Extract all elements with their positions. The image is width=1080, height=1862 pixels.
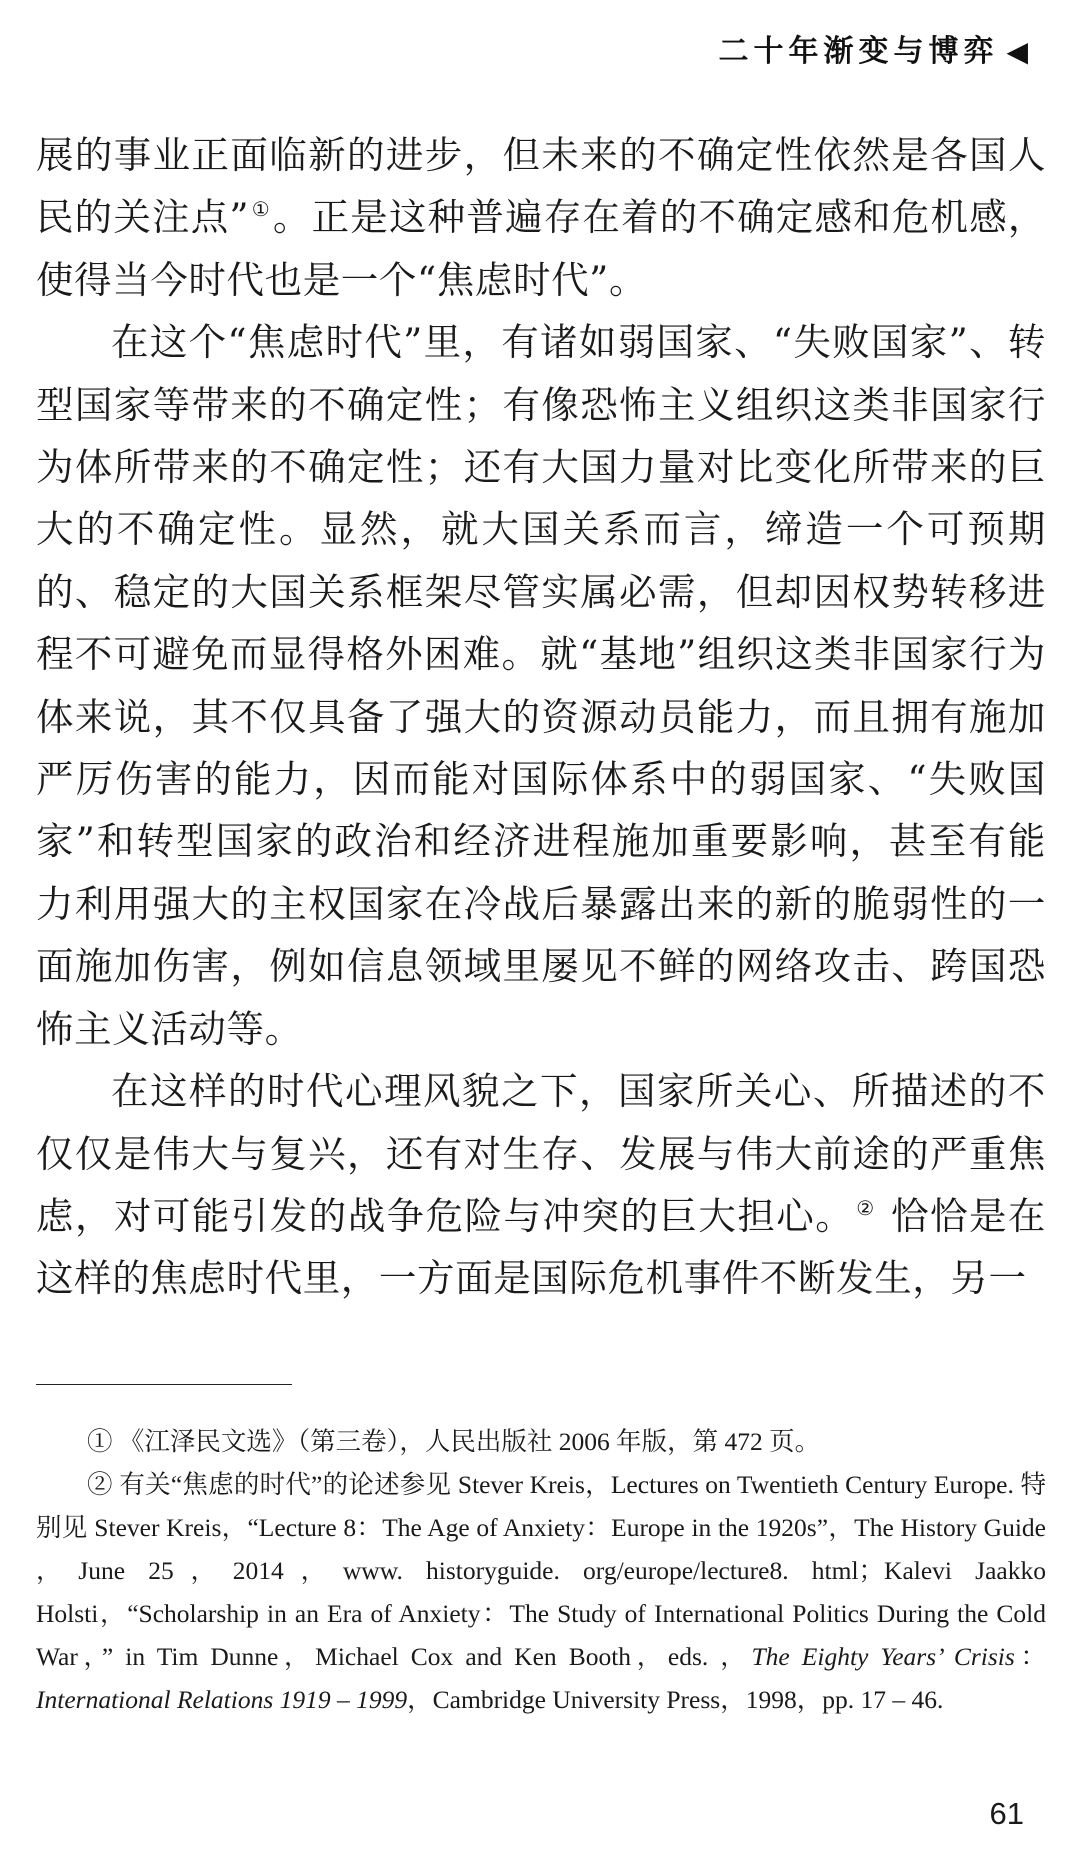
footnote-ref-1[interactable]: ① (251, 197, 271, 222)
running-head (718, 26, 1028, 70)
paragraph-3-text-b: 恰恰是在这样的焦虑时代里，一方面是国际危机事件不断发生，另一 (36, 1193, 1047, 1301)
paragraph-3 (36, 1060, 1046, 1310)
left-triangle-icon: ◀ (1006, 35, 1028, 68)
paragraph-1-text-b: 。正是这种普遍存在着的不确定感和危机感，使得当今时代也是一个“焦虑时代”。 (36, 195, 1047, 302)
footnote-2-book-title: The Eighty Years’ Crisis (751, 1642, 1015, 1671)
footnote-2-colon: ： (1014, 1642, 1046, 1671)
footnote-2-text-b: ，Cambridge University Press，1998，pp. 17 – 46. (407, 1685, 944, 1714)
footnote-2 (36, 1463, 1046, 1721)
paragraph-2: 在这个“焦虑时代”里，有诸如弱国家、“失败国家”、转型国家等带来的不确定性；有像恐怖主义组织这类非国家行为体所带来的不确定性；还有大国力量对比变化所带来的巨大的不确定性。显然，就大国关系而言，缔造一个可预期的、稳定的大国关系框架尽管实属必需，但却因权势转移进程不可避免而显得格外困难。就“基地”组织这类非国家行为体来说，其不仅具备了强大的资源动员能力，而且拥有施加严厉伤害的能力，因而能对国际体系中的弱国家、“失败国家”和转型国家的政治和经济进程施加重要影响，甚至有能力利用强大的主权国家在冷战后暴露出来的新的脆弱性的一面施加伤害，例如信息领域里屡见不鲜的网络攻击、跨国恐怖主义活动等。 (36, 320, 1046, 1051)
footnote-ref-2[interactable]: ② (856, 1195, 876, 1220)
page-number: 61 (989, 1796, 1024, 1831)
footnote-1: ① 《江泽民文选》（第三卷），人民出版社 2006 年版，第 472 页。 (87, 1427, 821, 1456)
paragraph-1-text-a: 展的事业正面临新的进步，但未来的不确定性依然是各国人民的关注点” (36, 133, 1046, 240)
footnote-divider (36, 1384, 292, 1385)
footnote-2-book-subtitle: International Relations 1919 – 1999 (36, 1685, 408, 1714)
paragraph-1 (36, 124, 1046, 311)
body-text (36, 124, 1046, 1310)
paragraph-3-text-a: 在这样的时代心理风貌之下，国家所关心、所描述的不仅仅是伟大与复兴，还有对生存、发展与伟大前途的严重焦虑，对可能引发的战争危险与冲突的巨大担心。 (36, 1069, 1046, 1238)
running-title: 二十年渐变与博弈 (718, 34, 999, 69)
footnote-2-text-a: ② 有关“焦虑的时代”的论述参见 Stever Kreis，Lectures on Twentieth Century Europe. 特别见 Stever Kreis，“Lecture 8：The Age of Anxiety：Europe in the 1920s”，The History Guide ，June 25，2014，www. historyguide. org/europe/lecture8. html；Kalevi Jaakko Holsti，“Scholarship in an Era of Anxiety：The Study of International Politics During the Cold War，” in Tim Dunne，Michael Cox and Ken Booth，eds. ， (36, 1470, 1046, 1671)
footnotes (36, 1420, 1046, 1721)
